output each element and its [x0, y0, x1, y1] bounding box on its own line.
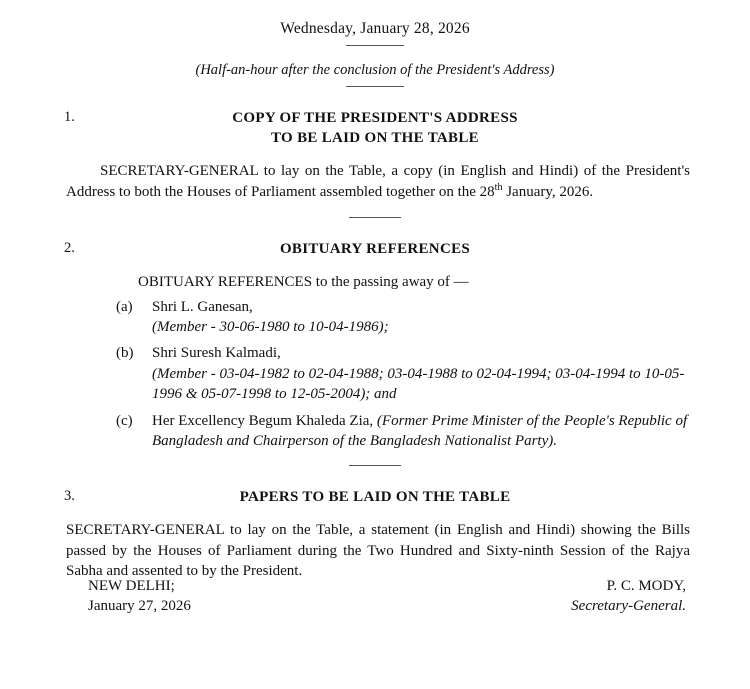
- obituary-entry-a-label: (a): [116, 298, 133, 315]
- obituary-entry-b-detail: (Member - 03-04-1982 to 02-04-1988; 03-04-1988 to 02-04-1994; 03-04-1994 to 10-05-1996 & 05-07-1998 to 12-05-2004); and: [152, 365, 685, 403]
- item-1: [58, 109, 692, 203]
- obituary-entry-c: [106, 411, 692, 452]
- subtitle-note: (Half-an-hour after the conclusion of the President's Address): [195, 62, 555, 78]
- obituary-entry-c-name: Her Excellency Begum Khaleda Zia,: [152, 412, 374, 429]
- divider-wrap-3: [58, 217, 692, 218]
- item-3-heading: PAPERS TO BE LAID ON THE TABLE: [239, 489, 511, 506]
- item-2: [58, 240, 692, 452]
- footer-designation: Secretary-General.: [571, 598, 686, 615]
- divider-wrap-4: [58, 465, 692, 466]
- item-1-body-superscript: th: [494, 182, 503, 194]
- footer-date: January 27, 2026: [88, 598, 191, 615]
- item-2-heading: OBITUARY REFERENCES: [279, 240, 471, 257]
- item-2-number: 2.: [64, 239, 75, 256]
- item-1-heading: [58, 109, 692, 149]
- obituary-entry-a: [106, 297, 692, 338]
- item-1-heading-line2: TO BE LAID ON THE TABLE: [271, 129, 479, 146]
- item-1-body-part1: SECRETARY-GENERAL to lay on the Table, a copy (in English and Hindi) of the President's Address to both the Houses of Parliament assembled together on the 28: [66, 162, 690, 201]
- item-3-number: 3.: [64, 488, 75, 505]
- obituary-list: [58, 297, 692, 452]
- obituary-entry-b-name: Shri Suresh Kalmadi,: [152, 345, 281, 362]
- obituary-entry-b: [106, 343, 692, 404]
- divider-rule-1: [346, 45, 404, 46]
- document-footer: [58, 576, 692, 617]
- divider-rule-2: [346, 86, 404, 87]
- item-2-lead: OBITUARY REFERENCES to the passing away of —: [138, 273, 469, 290]
- item-1-number: 1.: [64, 109, 75, 125]
- footer-row-1: [58, 576, 692, 596]
- obituary-entry-a-name: Shri L. Ganesan,: [152, 298, 253, 315]
- obituary-entry-c-detail: (Former Prime Minister of the People's Republic of Bangladesh and Chairperson of the Bangladesh Nationalist Party).: [152, 412, 688, 449]
- divider-rule-3: [349, 217, 401, 218]
- footer-signatory: P. C. MODY,: [606, 578, 686, 594]
- item-3-body: SECRETARY-GENERAL to lay on the Table, a statement (in English and Hindi) showing the Bills passed by the Houses of Parliament during the Two Hundred and Sixty-ninth Session of the Rajya Sabha and assented to by the President.: [66, 522, 690, 580]
- item-1-heading-line1: COPY OF THE PRESIDENT'S ADDRESS: [232, 110, 518, 126]
- obituary-entry-c-label: (c): [116, 412, 133, 429]
- obituary-entry-a-detail: (Member - 30-06-1980 to 10-04-1986);: [152, 318, 389, 335]
- item-3: [58, 488, 692, 581]
- date-line: Wednesday, January 28, 2026: [280, 20, 470, 37]
- divider-rule-4: [349, 465, 401, 466]
- obituary-entry-b-label: (b): [116, 345, 134, 362]
- item-1-body: [58, 161, 692, 203]
- footer-place: NEW DELHI;: [88, 578, 175, 594]
- item-1-body-part2: January, 2026.: [502, 184, 594, 201]
- footer-row-2: [58, 596, 692, 616]
